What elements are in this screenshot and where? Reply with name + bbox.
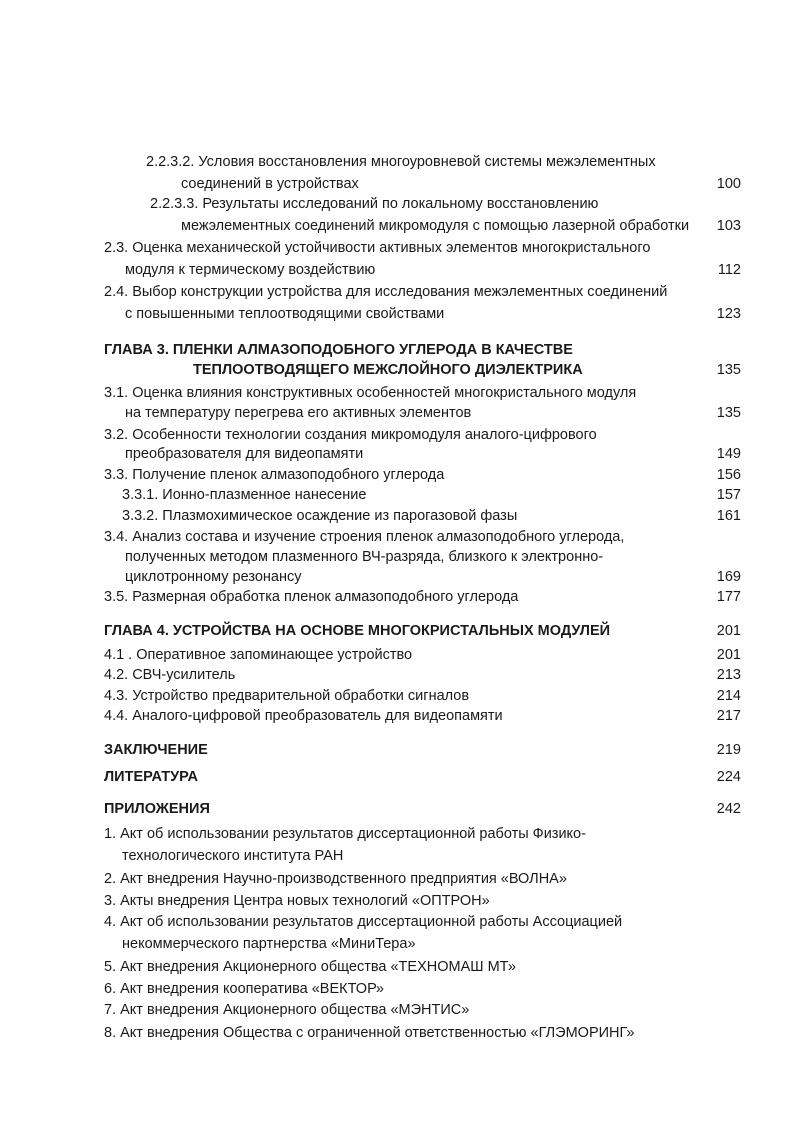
toc-entry-2-2-3-2-line2: соединений в устройствах (181, 176, 359, 192)
conclusion-page: 219 (716, 742, 741, 758)
toc-entry-3-5: 3.5. Размерная обработка пленок алмазоподобного углерода (104, 589, 519, 605)
appendix-item-4-line1: 4. Акт об использовании результатов диссертационной работы Ассоциацией (104, 914, 623, 930)
appendix-item-1-line1: 1. Акт об использовании результатов диссертационной работы Физико- (104, 826, 586, 842)
appendix-item-8: 8. Акт внедрения Общества с ограниченной ответственностью «ГЛЭМОРИНГ» (104, 1025, 635, 1041)
toc-entry-3-4-page: 169 (716, 569, 741, 585)
toc-entry-3-4-line3: циклотронному резонансу (125, 569, 302, 585)
appendix-item-3: 3. Акты внедрения Центра новых технологий «ОПТРОН» (104, 893, 490, 909)
toc-entry-3-3-2-page: 161 (716, 508, 741, 524)
toc-entry-3-3-page: 156 (716, 467, 741, 483)
chapter-4-page: 201 (716, 623, 741, 639)
toc-entry-3-2-page: 149 (716, 446, 741, 462)
chapter-3-title-line1: ГЛАВА 3. ПЛЕНКИ АЛМАЗОПОДОБНОГО УГЛЕРОДА В КАЧЕСТВЕ (104, 342, 573, 358)
chapter-3-title-line2: ТЕПЛООТВОДЯЩЕГО МЕЖСЛОЙНОГО ДИЭЛЕКТРИКА (193, 362, 583, 378)
appendix-item-1-line2: технологического института РАН (122, 848, 344, 864)
toc-entry-3-3-1-page: 157 (716, 487, 741, 503)
toc-entry-3-2-line1: 3.2. Особенности технологии создания микромодуля аналого-цифрового (104, 427, 597, 443)
appendix-item-5: 5. Акт внедрения Акционерного общества «ТЕХНОМАШ МТ» (104, 959, 516, 975)
chapter-3-page: 135 (716, 362, 741, 378)
toc-entry-3-5-page: 177 (716, 589, 741, 605)
appendices-page: 242 (716, 801, 741, 817)
toc-entry-3-1-line2: на температуру перегрева его активных элементов (125, 405, 472, 421)
toc-entry-3-2-line2: преобразователя для видеопамяти (125, 446, 364, 462)
toc-entry-4-1-page: 201 (716, 647, 741, 663)
toc-entry-2-2-3-2-line1: 2.2.3.2. Условия восстановления многоуровневой системы межэлементных (146, 154, 656, 170)
literature-page: 224 (716, 769, 741, 785)
appendices-title: ПРИЛОЖЕНИЯ (104, 801, 210, 817)
toc-entry-2-3-page: 112 (717, 262, 741, 278)
toc-entry-2-2-3-3-page: 103 (716, 218, 741, 234)
toc-entry-2-4-line2: с повышенными теплоотводящими свойствами (125, 306, 445, 322)
toc-entry-3-3: 3.3. Получение пленок алмазоподобного углерода (104, 467, 445, 483)
toc-entry-3-1-line1: 3.1. Оценка влияния конструктивных особенностей многокристального модуля (104, 385, 637, 401)
toc-entry-2-2-3-3-line1: 2.2.3.3. Результаты исследований по локальному восстановлению (150, 196, 599, 212)
toc-entry-4-2: 4.2. СВЧ-усилитель (104, 667, 236, 683)
toc-entry-4-4-page: 217 (716, 708, 741, 724)
toc-entry-3-3-1: 3.3.1. Ионно-плазменное нанесение (122, 487, 367, 503)
toc-entry-2-3-line1: 2.3. Оценка механической устойчивости активных элементов многокристального (104, 240, 651, 256)
toc-entry-3-1-page: 135 (716, 405, 741, 421)
toc-entry-4-2-page: 213 (716, 667, 741, 683)
toc-entry-3-4-line2: полученных методом плазменного ВЧ-разряда, близкого к электронно- (125, 549, 604, 565)
toc-entry-2-2-3-3-line2: межэлементных соединений микромодуля с помощью лазерной обработки (181, 218, 690, 234)
appendix-item-6: 6. Акт внедрения кооператива «ВЕКТОР» (104, 981, 384, 997)
chapter-4-title: ГЛАВА 4. УСТРОЙСТВА НА ОСНОВЕ МНОГОКРИСТАЛЬНЫХ МОДУЛЕЙ (104, 623, 611, 639)
appendix-item-2: 2. Акт внедрения Научно-производственного предприятия «ВОЛНА» (104, 871, 567, 887)
conclusion-title: ЗАКЛЮЧЕНИЕ (104, 742, 208, 758)
toc-entry-3-3-2: 3.3.2. Плазмохимическое осаждение из парогазовой фазы (122, 508, 518, 524)
toc-entry-4-4: 4.4. Аналого-цифровой преобразователь для видеопамяти (104, 708, 503, 724)
toc-entry-2-3-line2: модуля к термическому воздействию (125, 262, 376, 278)
toc-entry-3-4-line1: 3.4. Анализ состава и изучение строения пленок алмазоподобного углерода, (104, 529, 625, 545)
literature-title: ЛИТЕРАТУРА (104, 769, 199, 785)
toc-entry-4-1: 4.1 . Оперативное запоминающее устройство (104, 647, 413, 663)
toc-entry-4-3-page: 214 (716, 688, 741, 704)
appendix-item-4-line2: некоммерческого партнерства «МиниТера» (122, 936, 416, 952)
appendix-item-7: 7. Акт внедрения Акционерного общества «МЭНТИС» (104, 1002, 470, 1018)
toc-entry-2-4-page: 123 (716, 306, 741, 322)
toc-entry-2-2-3-2-page: 100 (716, 176, 741, 192)
toc-entry-2-4-line1: 2.4. Выбор конструкции устройства для исследования межэлементных соединений (104, 284, 668, 300)
toc-entry-4-3: 4.3. Устройство предварительной обработки сигналов (104, 688, 470, 704)
